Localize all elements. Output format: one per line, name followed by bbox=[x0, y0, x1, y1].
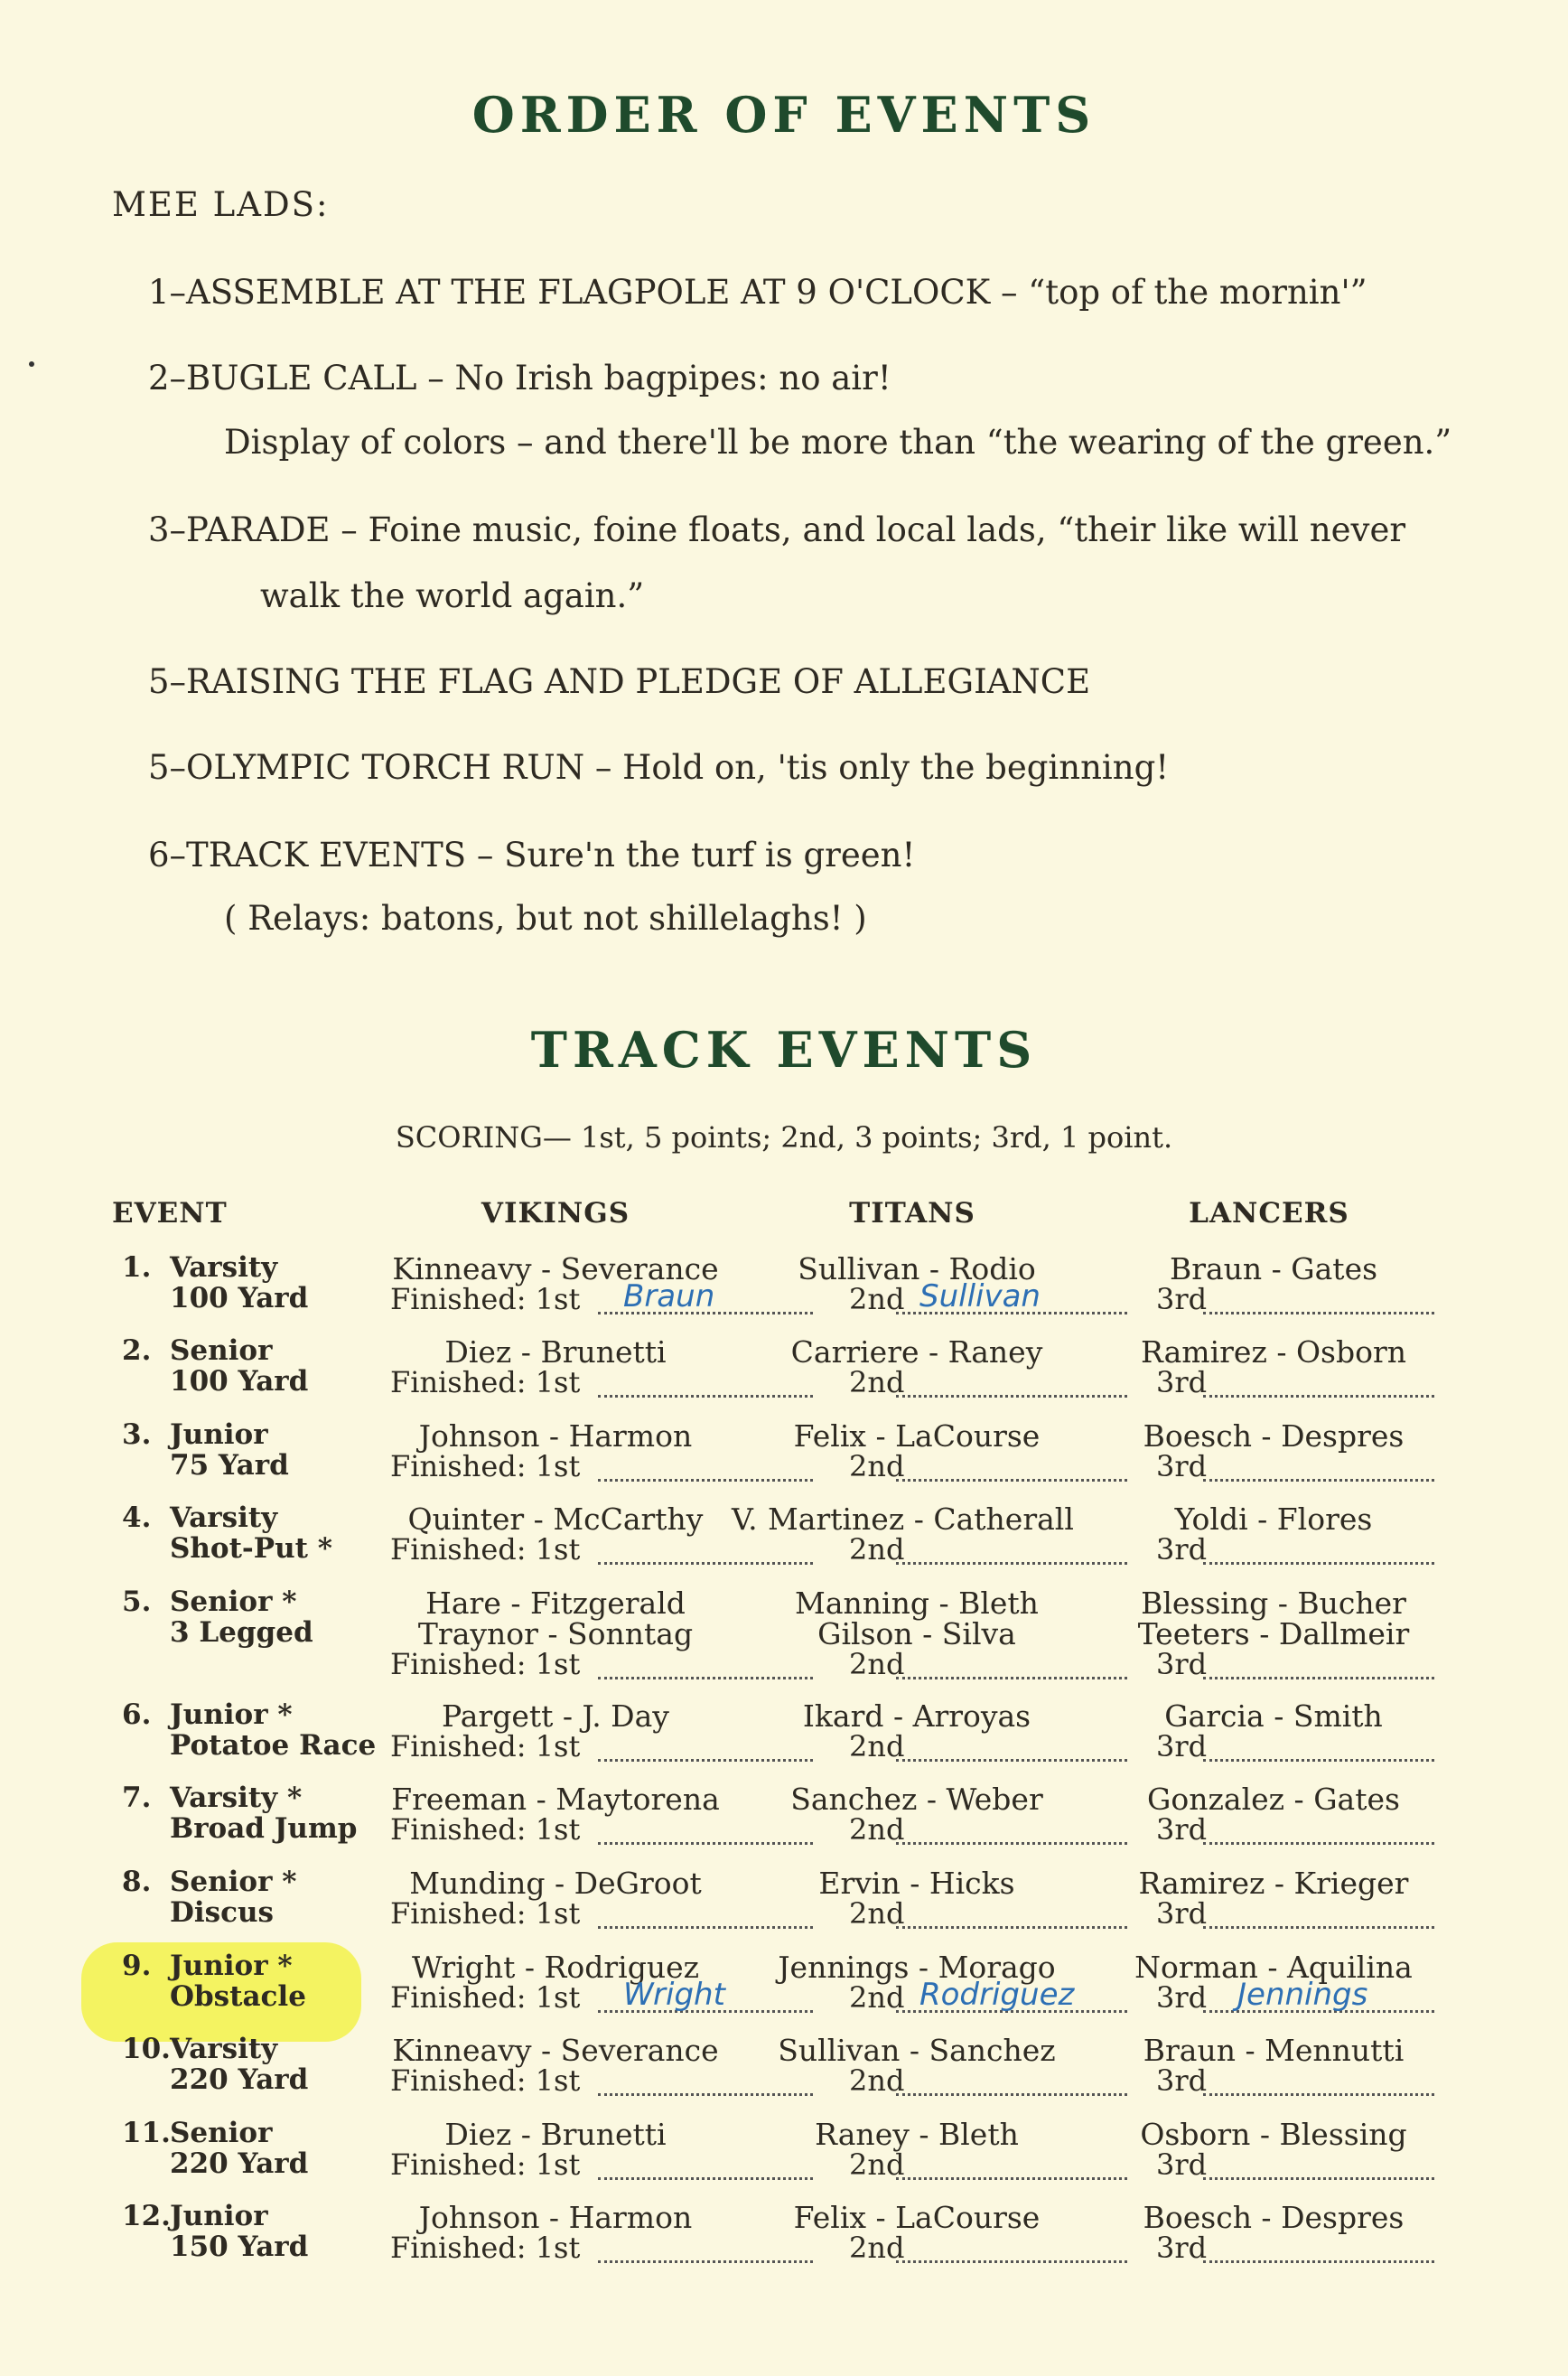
event-name: Potatoe Race bbox=[170, 1729, 377, 1762]
step-raising-flag: 5–RAISING THE FLAG AND PLEDGE OF ALLEGIANCE bbox=[148, 662, 1091, 701]
titans-team: Jennings - Morago bbox=[778, 1950, 1056, 1985]
track-events-title: TRACK EVENTS bbox=[530, 1021, 1038, 1079]
event-number: 2. bbox=[122, 1334, 152, 1367]
versus-mark: V. bbox=[732, 1501, 758, 1537]
third-place-line bbox=[1203, 2093, 1434, 2096]
vikings-team: Kinneavy - Severance bbox=[392, 1251, 719, 1286]
third-place-label: 3rd bbox=[1156, 2063, 1208, 2098]
third-place-label: 3rd bbox=[1156, 1282, 1208, 1316]
second-place-line bbox=[896, 2177, 1127, 2180]
lancers-team: Osborn - Blessing bbox=[1140, 2117, 1407, 2152]
first-place-line bbox=[598, 1479, 813, 1482]
third-place-label: 3rd bbox=[1156, 1896, 1208, 1931]
first-place-line bbox=[598, 1759, 813, 1762]
lancers-team: Boesch - Despres bbox=[1143, 2200, 1405, 2235]
second-place-line bbox=[896, 1842, 1127, 1845]
event-name: 220 Yard bbox=[170, 2147, 309, 2180]
third-place-line bbox=[1203, 1312, 1434, 1314]
header-titans: TITANS bbox=[849, 1197, 975, 1230]
table-row bbox=[0, 2117, 1568, 2200]
titans-team: Gilson - Silva bbox=[817, 1616, 1016, 1651]
second-place-label: 2nd bbox=[849, 1365, 905, 1399]
finished-first-label: Finished: 1st bbox=[390, 2147, 581, 2182]
finished-first-label: Finished: 1st bbox=[390, 1449, 581, 1483]
vikings-team: Johnson - Harmon bbox=[418, 2200, 693, 2235]
first-place-line bbox=[598, 2177, 813, 2180]
event-name: 220 Yard bbox=[170, 2063, 309, 2096]
step-assemble: 1–ASSEMBLE AT THE FLAGPOLE AT 9 O'CLOCK – “top of the mornin'” bbox=[148, 273, 1367, 312]
finished-first-label: Finished: 1st bbox=[390, 1282, 581, 1316]
handwritten-second: Rodriguez bbox=[919, 1977, 1075, 2013]
table-row bbox=[0, 1782, 1568, 1865]
step-bugle-call-continued: Display of colors – and there'll be more than “the wearing of the green.” bbox=[224, 423, 1452, 462]
table-row bbox=[0, 1418, 1568, 1501]
titans-team: Felix - LaCourse bbox=[793, 1418, 1041, 1454]
third-place-label: 3rd bbox=[1156, 1365, 1208, 1399]
vikings-team: Johnson - Harmon bbox=[418, 1418, 693, 1454]
second-place-line bbox=[896, 1395, 1127, 1398]
third-place-label: 3rd bbox=[1156, 2231, 1208, 2265]
salutation: MEE LADS: bbox=[112, 185, 330, 224]
second-place-label: 2nd bbox=[849, 1896, 905, 1931]
finished-first-label: Finished: 1st bbox=[390, 1980, 581, 2015]
event-number: 8. bbox=[122, 1866, 152, 1898]
second-place-line bbox=[896, 1562, 1127, 1565]
finished-first-label: Finished: 1st bbox=[390, 2063, 581, 2098]
lancers-team: Braun - Gates bbox=[1169, 1251, 1378, 1286]
step-bugle-call: 2–BUGLE CALL – No Irish bagpipes: no air! bbox=[148, 359, 891, 398]
third-place-line bbox=[1203, 1926, 1434, 1929]
third-place-line bbox=[1203, 1759, 1434, 1762]
third-place-line bbox=[1203, 2260, 1434, 2263]
titans-team: Ervin - Hicks bbox=[818, 1866, 1015, 1901]
event-name: 75 Yard bbox=[170, 1449, 289, 1482]
event-name: Obstacle bbox=[170, 1980, 306, 2013]
vikings-team: Diez - Brunetti bbox=[444, 1334, 667, 1370]
vikings-team: Kinneavy - Severance bbox=[392, 2033, 719, 2068]
step-track-events: 6–TRACK EVENTS – Sure'n the turf is green! bbox=[148, 836, 916, 875]
handwritten-second: Sullivan bbox=[919, 1278, 1041, 1314]
vikings-team: Wright - Rodriguez bbox=[412, 1950, 699, 1985]
lancers-team: Blessing - Bucher bbox=[1141, 1586, 1406, 1621]
order-of-events-title: ORDER OF EVENTS bbox=[471, 86, 1097, 144]
finished-first-label: Finished: 1st bbox=[390, 1729, 581, 1763]
event-category: Senior * bbox=[170, 1866, 297, 1898]
event-name: Shot-Put * bbox=[170, 1532, 332, 1565]
event-name: 100 Yard bbox=[170, 1282, 309, 1314]
event-number: 5. bbox=[122, 1586, 152, 1618]
event-number: 7. bbox=[122, 1782, 152, 1814]
step-parade-continued: walk the world again.” bbox=[260, 576, 645, 615]
event-category: Senior * bbox=[170, 1586, 297, 1618]
lancers-team: Norman - Aquilina bbox=[1134, 1950, 1413, 1985]
second-place-label: 2nd bbox=[849, 2147, 905, 2182]
table-row bbox=[0, 1950, 1568, 2033]
table-row bbox=[0, 1866, 1568, 1949]
titans-team: Felix - LaCourse bbox=[793, 2200, 1041, 2235]
third-place-line bbox=[1203, 1677, 1434, 1679]
vikings-team: Quinter - McCarthy bbox=[407, 1501, 704, 1537]
second-place-label: 2nd bbox=[849, 2231, 905, 2265]
event-category: Senior bbox=[170, 1334, 273, 1367]
event-name: 3 Legged bbox=[170, 1616, 313, 1649]
handwritten-third: Jennings bbox=[1237, 1977, 1368, 2013]
first-place-line bbox=[598, 2093, 813, 2096]
handwritten-first: Braun bbox=[623, 1278, 715, 1314]
third-place-label: 3rd bbox=[1156, 1449, 1208, 1483]
titans-team: Sullivan - Sanchez bbox=[778, 2033, 1056, 2068]
second-place-line bbox=[896, 1759, 1127, 1762]
second-place-label: 2nd bbox=[849, 1647, 905, 1681]
finished-first-label: Finished: 1st bbox=[390, 2231, 581, 2265]
second-place-line bbox=[896, 1926, 1127, 1929]
finished-first-label: Finished: 1st bbox=[390, 1647, 581, 1681]
vikings-team: Hare - Fitzgerald bbox=[425, 1586, 686, 1621]
second-place-label: 2nd bbox=[849, 1729, 905, 1763]
table-row bbox=[0, 1334, 1568, 1417]
vikings-team: Traynor - Sonntag bbox=[417, 1616, 694, 1651]
stray-dot bbox=[29, 361, 34, 367]
scoring-rules: SCORING— 1st, 5 points; 2nd, 3 points; 3rd, 1 point. bbox=[395, 1120, 1173, 1155]
finished-first-label: Finished: 1st bbox=[390, 1812, 581, 1847]
header-event: EVENT bbox=[112, 1197, 228, 1230]
event-number: 11. bbox=[122, 2117, 171, 2149]
second-place-line bbox=[896, 1479, 1127, 1482]
second-place-line bbox=[896, 2093, 1127, 2096]
table-row bbox=[0, 1698, 1568, 1782]
event-name: Broad Jump bbox=[170, 1812, 358, 1845]
header-lancers: LANCERS bbox=[1189, 1197, 1349, 1230]
event-number: 9. bbox=[122, 1950, 152, 1982]
event-number: 3. bbox=[122, 1418, 152, 1451]
second-place-label: 2nd bbox=[849, 1532, 905, 1567]
event-category: Varsity bbox=[170, 1251, 278, 1284]
third-place-line bbox=[1203, 1562, 1434, 1565]
event-category: Varsity bbox=[170, 1501, 278, 1534]
second-place-line bbox=[896, 1677, 1127, 1679]
third-place-label: 3rd bbox=[1156, 1729, 1208, 1763]
event-category: Senior bbox=[170, 2117, 273, 2149]
third-place-label: 3rd bbox=[1156, 1647, 1208, 1681]
lancers-team: Garcia - Smith bbox=[1164, 1698, 1383, 1734]
table-row bbox=[0, 1251, 1568, 1334]
third-place-label: 3rd bbox=[1156, 2147, 1208, 2182]
event-number: 6. bbox=[122, 1698, 152, 1731]
titans-team: Sullivan - Rodio bbox=[798, 1251, 1036, 1286]
lancers-team: Gonzalez - Gates bbox=[1147, 1782, 1400, 1817]
lancers-team: Ramirez - Osborn bbox=[1141, 1334, 1406, 1370]
event-number: 12. bbox=[122, 2200, 171, 2232]
lancers-team: Boesch - Despres bbox=[1143, 1418, 1405, 1454]
lancers-team: Yoldi - Flores bbox=[1174, 1501, 1373, 1537]
third-place-line bbox=[1203, 1395, 1434, 1398]
vikings-team: Pargett - J. Day bbox=[442, 1698, 669, 1734]
second-place-label: 2nd bbox=[849, 1812, 905, 1847]
table-row bbox=[0, 2033, 1568, 2116]
event-number: 1. bbox=[122, 1251, 152, 1284]
first-place-line bbox=[598, 1926, 813, 1929]
header-vikings: VIKINGS bbox=[481, 1197, 630, 1230]
event-category: Varsity * bbox=[170, 1782, 303, 1814]
lancers-team: Ramirez - Krieger bbox=[1138, 1866, 1409, 1901]
second-place-label: 2nd bbox=[849, 1980, 905, 2015]
titans-team: Ikard - Arroyas bbox=[802, 1698, 1031, 1734]
third-place-line bbox=[1203, 1842, 1434, 1845]
first-place-line bbox=[598, 1395, 813, 1398]
event-category: Junior * bbox=[170, 1950, 293, 1982]
step-parade: 3–PARADE – Foine music, foine floats, and local lads, “their like will never bbox=[148, 510, 1406, 549]
titans-team: Raney - Bleth bbox=[815, 2117, 1019, 2152]
event-number: 10. bbox=[122, 2033, 171, 2065]
titans-team: Sanchez - Weber bbox=[790, 1782, 1043, 1817]
event-category: Junior * bbox=[170, 1698, 293, 1731]
second-place-label: 2nd bbox=[849, 1449, 905, 1483]
titans-team: Martinez - Catherall bbox=[768, 1501, 1074, 1537]
event-category: Junior bbox=[170, 1418, 268, 1451]
event-name: 150 Yard bbox=[170, 2231, 309, 2263]
finished-first-label: Finished: 1st bbox=[390, 1532, 581, 1567]
titans-team: Manning - Bleth bbox=[795, 1586, 1039, 1621]
third-place-label: 3rd bbox=[1156, 1980, 1208, 2015]
finished-first-label: Finished: 1st bbox=[390, 1365, 581, 1399]
second-place-line bbox=[896, 2260, 1127, 2263]
handwritten-first: Wright bbox=[623, 1977, 725, 2013]
table-row bbox=[0, 1586, 1568, 1681]
table-row bbox=[0, 1501, 1568, 1585]
lancers-team: Braun - Mennutti bbox=[1143, 2033, 1405, 2068]
step-relays-note: ( Relays: batons, but not shillelaghs! ) bbox=[224, 899, 867, 938]
first-place-line bbox=[598, 2260, 813, 2263]
vikings-team: Freeman - Maytorena bbox=[391, 1782, 720, 1817]
first-place-line bbox=[598, 1677, 813, 1679]
vikings-team: Diez - Brunetti bbox=[444, 2117, 667, 2152]
titans-team: Carriere - Raney bbox=[790, 1334, 1043, 1370]
first-place-line bbox=[598, 1562, 813, 1565]
third-place-line bbox=[1203, 2177, 1434, 2180]
second-place-label: 2nd bbox=[849, 1282, 905, 1316]
second-place-label: 2nd bbox=[849, 2063, 905, 2098]
vikings-team: Munding - DeGroot bbox=[409, 1866, 702, 1901]
event-name: 100 Yard bbox=[170, 1365, 309, 1398]
third-place-label: 3rd bbox=[1156, 1532, 1208, 1567]
event-number: 4. bbox=[122, 1501, 152, 1534]
event-category: Varsity bbox=[170, 2033, 278, 2065]
event-name: Discus bbox=[170, 1896, 274, 1929]
event-category: Junior bbox=[170, 2200, 268, 2232]
table-row bbox=[0, 2200, 1568, 2283]
third-place-line bbox=[1203, 1479, 1434, 1482]
step-torch-run: 5–OLYMPIC TORCH RUN – Hold on, 'tis only the beginning! bbox=[148, 748, 1170, 787]
lancers-team: Teeters - Dallmeir bbox=[1137, 1616, 1410, 1651]
first-place-line bbox=[598, 1842, 813, 1845]
finished-first-label: Finished: 1st bbox=[390, 1896, 581, 1931]
third-place-label: 3rd bbox=[1156, 1812, 1208, 1847]
